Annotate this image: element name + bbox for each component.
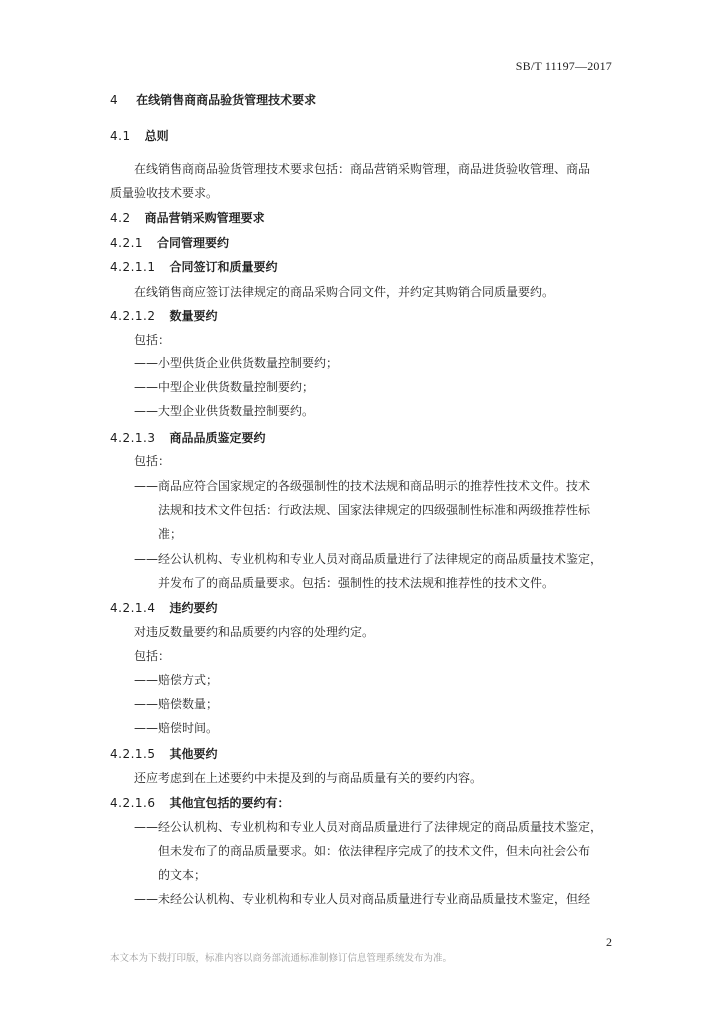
- list-item-continuation: 并发布了的商品质量要求。包括：强制性的技术法规和推荐性的技术文件。: [158, 576, 555, 590]
- paragraph: 质量验收技术要求。: [110, 186, 219, 200]
- section-4-2-1-5-heading: 4.2.1.5 其他要约: [110, 747, 218, 761]
- list-lead: 包括：: [134, 333, 171, 347]
- list-item-continuation: 法规和技术文件包括：行政法规、国家法律规定的四级强制性标准和两级推荐性标: [158, 503, 591, 517]
- list-item: ——经公认机构、专业机构和专业人员对商品质量进行了法律规定的商品质量技术鉴定，: [134, 552, 603, 566]
- list-item: ——赔偿方式；: [134, 673, 219, 687]
- list-item: ——小型供货企业供货数量控制要约；: [134, 356, 339, 370]
- list-lead: 包括：: [134, 649, 171, 663]
- list-item-continuation: 的文本；: [158, 868, 207, 882]
- paragraph: 还应考虑到在上述要约中未提及到的与商品质量有关的要约内容。: [134, 771, 483, 785]
- list-item: ——未经公认机构、专业机构和专业人员对商品质量进行专业商品质量技术鉴定，但经: [134, 892, 591, 906]
- section-4-2-1-1-heading: 4.2.1.1 合同签订和质量要约: [110, 260, 278, 274]
- section-4-2-1-3-heading: 4.2.1.3 商品品质鉴定要约: [110, 431, 266, 445]
- section-4-2-1-4-heading: 4.2.1.4 违约要约: [110, 601, 218, 615]
- standard-code: SB/T 11197—2017: [515, 59, 612, 73]
- section-4-2-1-2-heading: 4.2.1.2 数量要约: [110, 309, 218, 323]
- list-lead: 包括：: [134, 454, 171, 468]
- list-item: ——经公认机构、专业机构和专业人员对商品质量进行了法律规定的商品质量技术鉴定，: [134, 820, 603, 834]
- list-item: ——中型企业供货数量控制要约；: [134, 380, 315, 394]
- section-4-heading: 4 在线销售商商品验货管理技术要求: [110, 93, 317, 107]
- list-item-continuation: 准；: [158, 527, 183, 541]
- list-item-continuation: 但未发布了的商品质量要求。如：依法律程序完成了的技术文件，但未向社会公布: [158, 844, 591, 858]
- paragraph: 对违反数量要约和品质要约内容的处理约定。: [134, 625, 375, 639]
- paragraph: 在线销售商商品验货管理技术要求包括：商品营销采购管理，商品进货验收管理、商品: [134, 162, 591, 176]
- section-4-2-heading: 4.2 商品营销采购管理要求: [110, 211, 265, 225]
- list-item: ——赔偿时间。: [134, 721, 219, 735]
- footer-note: 本文本为下载打印版，标准内容以商务部流通标准制修订信息管理系统发布为准。: [110, 953, 453, 964]
- page-number: 2: [606, 935, 612, 949]
- paragraph: 在线销售商应签订法律规定的商品采购合同文件，并约定其购销合同质量要约。: [134, 285, 555, 299]
- list-item: ——赔偿数量；: [134, 697, 219, 711]
- section-4-2-1-heading: 4.2.1 合同管理要约: [110, 236, 230, 250]
- list-item: ——大型企业供货数量控制要约。: [134, 404, 315, 418]
- section-4-2-1-6-heading: 4.2.1.6 其他宜包括的要约有：: [110, 796, 290, 810]
- section-4-1-heading: 4.1 总则: [110, 129, 169, 143]
- list-item: ——商品应符合国家规定的各级强制性的技术法规和商品明示的推荐性技术文件。技术: [134, 479, 591, 493]
